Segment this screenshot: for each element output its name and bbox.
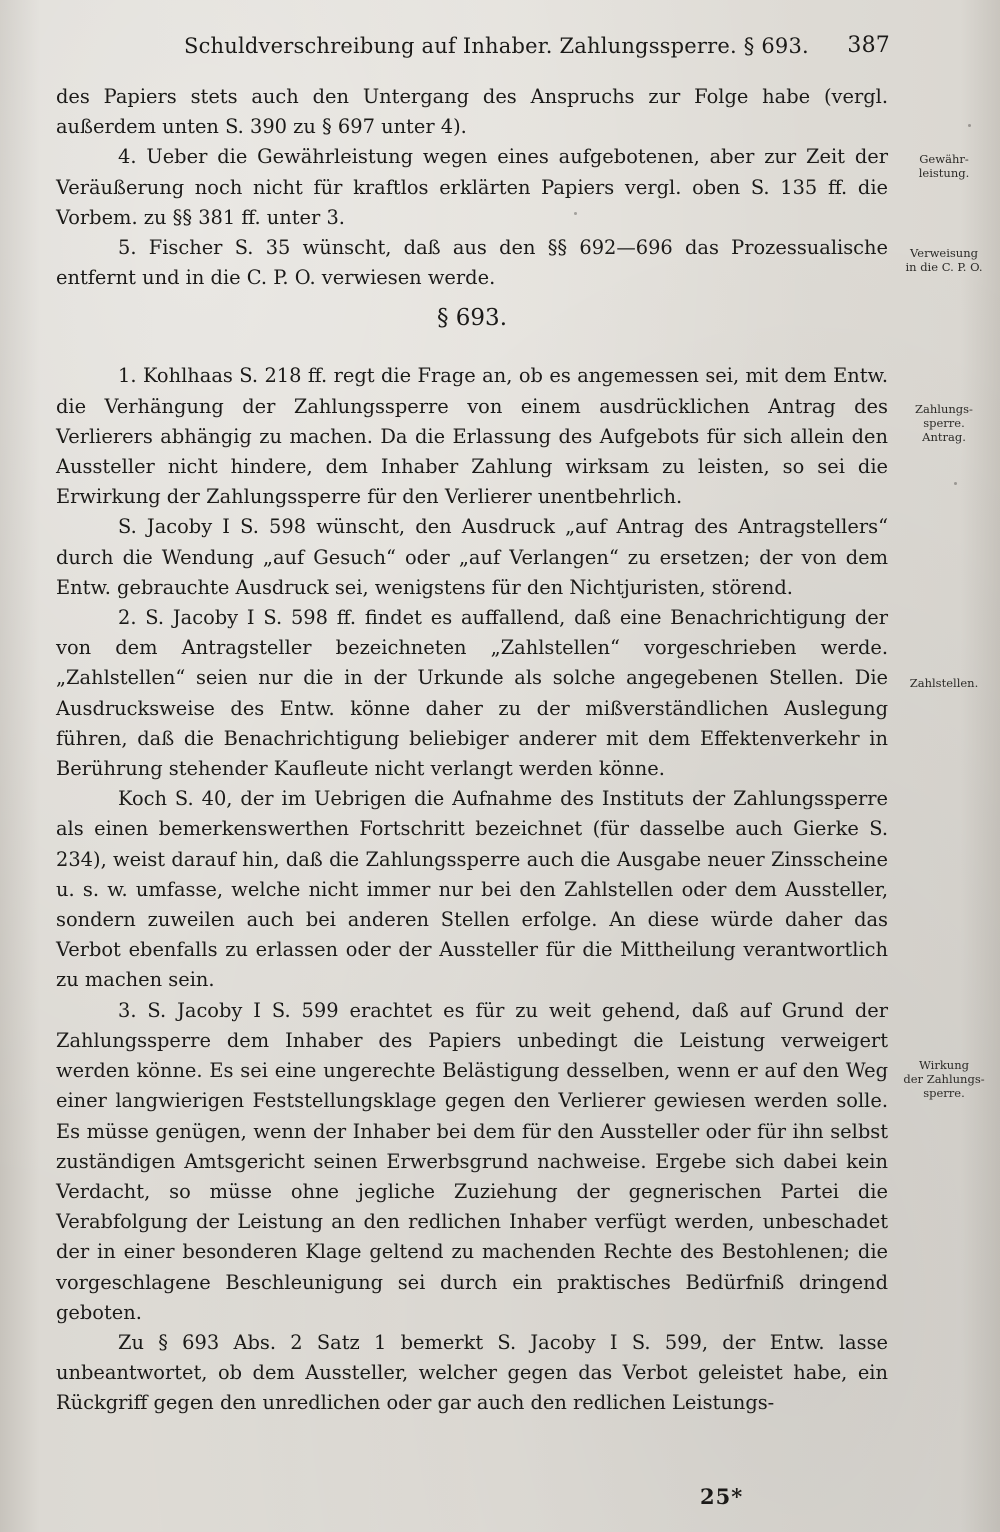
paper-speck [954,482,957,485]
paragraph-abs-2: Zu § 693 Abs. 2 Satz 1 bemerkt S. Jacoby I S. 599, der Entw. lasse unbeantwortet, ob dem Aussteller, welcher gegen das Verbot geleistet habe, ein Rückgriff gegen den unredlichen oder gar auch den redlichen Leistungs- [56,1330,888,1415]
running-title: Schuldverschreibung auf Inhaber. Zahlungssperre. § 693. [184,34,809,58]
section-heading: § 693. [436,305,508,332]
paragraph-wirkung: 3. S. Jacoby I S. 599 erachtet es für zu weit gehend, daß auf Grund der Zahlungssperre dem Inhaber des Papiers unbedingt die Leistung verweigert werden könne. Es sei eine ungerechte Belästigung desselben, wenn er auf den Weg einer langwierigen Feststellungsklage gegen den Verlierer gewiesen werden solle. Es müsse genügen, wenn der Inhaber bei dem für den Aussteller oder für ihn selbst zuständigen Amtsgericht seinen Erwerbsgrund nachweise. Ergebe sich dabei kein Verdacht, so müsse ohne jegliche Zuziehung der gegnerischen Partei die Verabfolgung der Leistung an den redlichen Inhaber verfügt werden, unbeschadet der in einer besonderen Klage geltend zu machenden Rechte des Bestohlenen; die vorgeschlagene Beschleunigung sei durch ein praktisches Bedürfniß dringend geboten. [56,998,888,1324]
paragraph-kohlhaas: 1. Kohlhaas S. 218 ff. regt die Frage an, ob es angemessen sei, mit dem Entw. die Verhängung der Zahlungssperre von einem ausdrücklichen Antrag des Verlierers abhängig zu machen. Da die Erlassung des Aufgebots für sich allein den Aussteller nicht hindere, dem Inhaber Zahlung wirksam zu leisten, so sei die Erwirkung der Zahlungssperre für den Verlierer unentbehrlich. [56,364,888,509]
paper-speck [574,212,577,215]
paragraph-item-5: 5. Fischer S. 35 wünscht, daß aus den §§ 692—696 das Prozessualische entfernt und in die C. P. O. verwiesen werde. [56,236,888,290]
paper-speck [968,124,971,127]
margin-note-wirkung: Wirkung der Zahlungs- sperre. [903,1058,985,1100]
paragraph-jacoby-598: S. Jacoby I S. 598 wünscht, den Ausdruck „auf Antrag des Antragstellers“ durch die Wendung „auf Gesuch“ oder „auf Verlangen“ zu ersetzen; der von dem Entw. gebrauchte Ausdruck sei, wenigstens für den Nichtjuristen, störend. [56,515,888,599]
margin-note-zahlstellen: Zahlstellen. [909,676,979,690]
page-number: 387 [847,33,890,58]
paragraph-continuation: des Papiers stets auch den Untergang des Anspruchs zur Folge habe (vergl. außerdem unten S. 390 zu § 697 unter 4). [56,85,888,139]
paragraph-zahlstellen: 2. S. Jacoby I S. 598 ff. findet es auffallend, daß eine Benachrichtigung der von dem Antragsteller bezeichneten „Zahlstellen“ vorgeschrieben werde. „Zahlstellen“ seien nur die in der Urkunde als solche angegebenen Stellen. Die Ausdrucksweise des Entw. könne daher zu der mißverständlichen Auslegung führen, daß die Benachrichtigung beliebiger anderer mit dem Effektenverkehr in Berührung stehender Kaufleute nicht verlangt werden könne. [56,606,888,781]
running-header [150,28,890,64]
margin-note-zahlungssperre-antrag: Zahlungs- sperre. Antrag. [915,402,973,444]
margin-note-verweisung: Verweisung in die C. P. O. [905,246,983,274]
paragraph-item-4: 4. Ueber die Gewährleistung wegen eines aufgebotenen, aber zur Zeit der Veräußerung noch nicht für kraftlos erklärten Papiers vergl. oben S. 135 ff. die Vorbem. zu §§ 381 ff. unter 3. [56,145,888,229]
paragraph-koch: Koch S. 40, der im Uebrigen die Aufnahme des Instituts der Zahlungssperre als einen bemerkenswerthen Fortschritt bezeichnet (für dasselbe auch Gierke S. 234), weist darauf hin, daß die Zahlungssperre auch die Ausgabe neuer Zinsscheine u. s. w. umfasse, welche nicht immer nur bei den Zahlstellen oder dem Aussteller, sondern zuweilen auch bei anderen Stellen erfolge. An diese würde daher das Verbot ebenfalls zu erlassen oder der Aussteller für die Mittheilung verantwortlich zu machen sein. [56,787,888,992]
margin-note-gewaehrleistung: Gewähr- leistung. [918,152,970,180]
margin-notes [890,0,1000,1532]
printer-signature: 25* [700,1484,744,1509]
page-body [56,82,888,1419]
